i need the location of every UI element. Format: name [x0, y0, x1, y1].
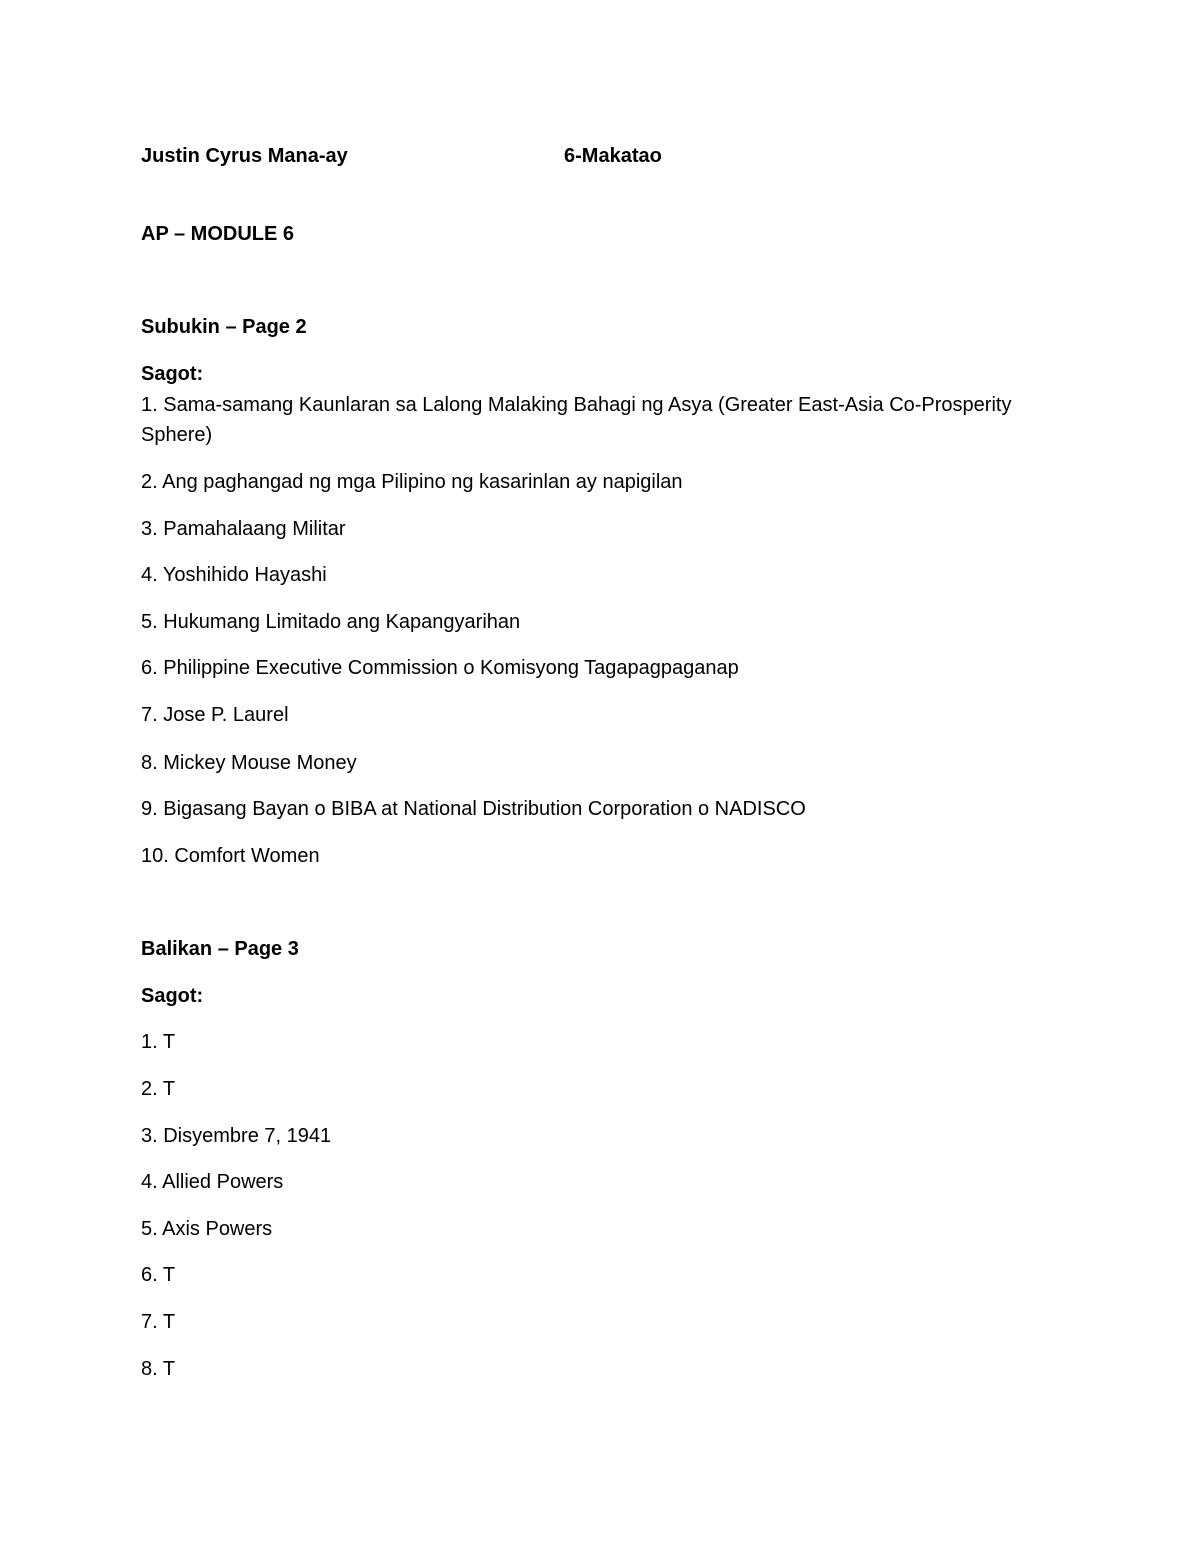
- subukin-answer-label: Sagot:: [141, 363, 204, 385]
- balikan-answer-7: 7. T: [141, 1311, 176, 1333]
- subukin-answer-10: 10. Comfort Women: [141, 845, 320, 867]
- student-section: 6-Makatao: [564, 145, 662, 167]
- subukin-answer-6: 6. Philippine Executive Commission o Komisyong Tagapagpaganap: [141, 657, 739, 679]
- balikan-answer-6: 6. T: [141, 1264, 176, 1286]
- balikan-answer-5: 5. Axis Powers: [141, 1218, 273, 1240]
- balikan-answer-3: 3. Disyembre 7, 1941: [141, 1125, 332, 1147]
- balikan-answer-label: Sagot:: [141, 985, 204, 1007]
- subukin-answer-2: 2. Ang paghangad ng mga Pilipino ng kasarinlan ay napigilan: [141, 471, 683, 493]
- module-title: AP – MODULE 6: [141, 223, 294, 245]
- balikan-heading: Balikan – Page 3: [141, 938, 299, 960]
- subukin-answer-9: 9. Bigasang Bayan o BIBA at National Distribution Corporation o NADISCO: [141, 798, 806, 820]
- subukin-answer-7: 7. Jose P. Laurel: [141, 704, 289, 726]
- subukin-answer-5: 5. Hukumang Limitado ang Kapangyarihan: [141, 611, 521, 633]
- balikan-answer-2: 2. T: [141, 1078, 176, 1100]
- balikan-answer-4: 4. Allied Powers: [141, 1171, 284, 1193]
- subukin-heading: Subukin – Page 2: [141, 316, 307, 338]
- student-name: Justin Cyrus Mana-ay: [141, 145, 348, 167]
- balikan-answer-8: 8. T: [141, 1358, 176, 1380]
- subukin-answer-4: 4. Yoshihido Hayashi: [141, 564, 327, 586]
- subukin-answer-1: 1. Sama-samang Kaunlaran sa Lalong Malaking Bahagi ng Asya (Greater East-Asia Co-Prosperity Sphere): [141, 394, 1012, 446]
- subukin-answer-8: 8. Mickey Mouse Money: [141, 752, 357, 774]
- balikan-answer-1: 1. T: [141, 1031, 176, 1053]
- subukin-answer-3: 3. Pamahalaang Militar: [141, 518, 346, 540]
